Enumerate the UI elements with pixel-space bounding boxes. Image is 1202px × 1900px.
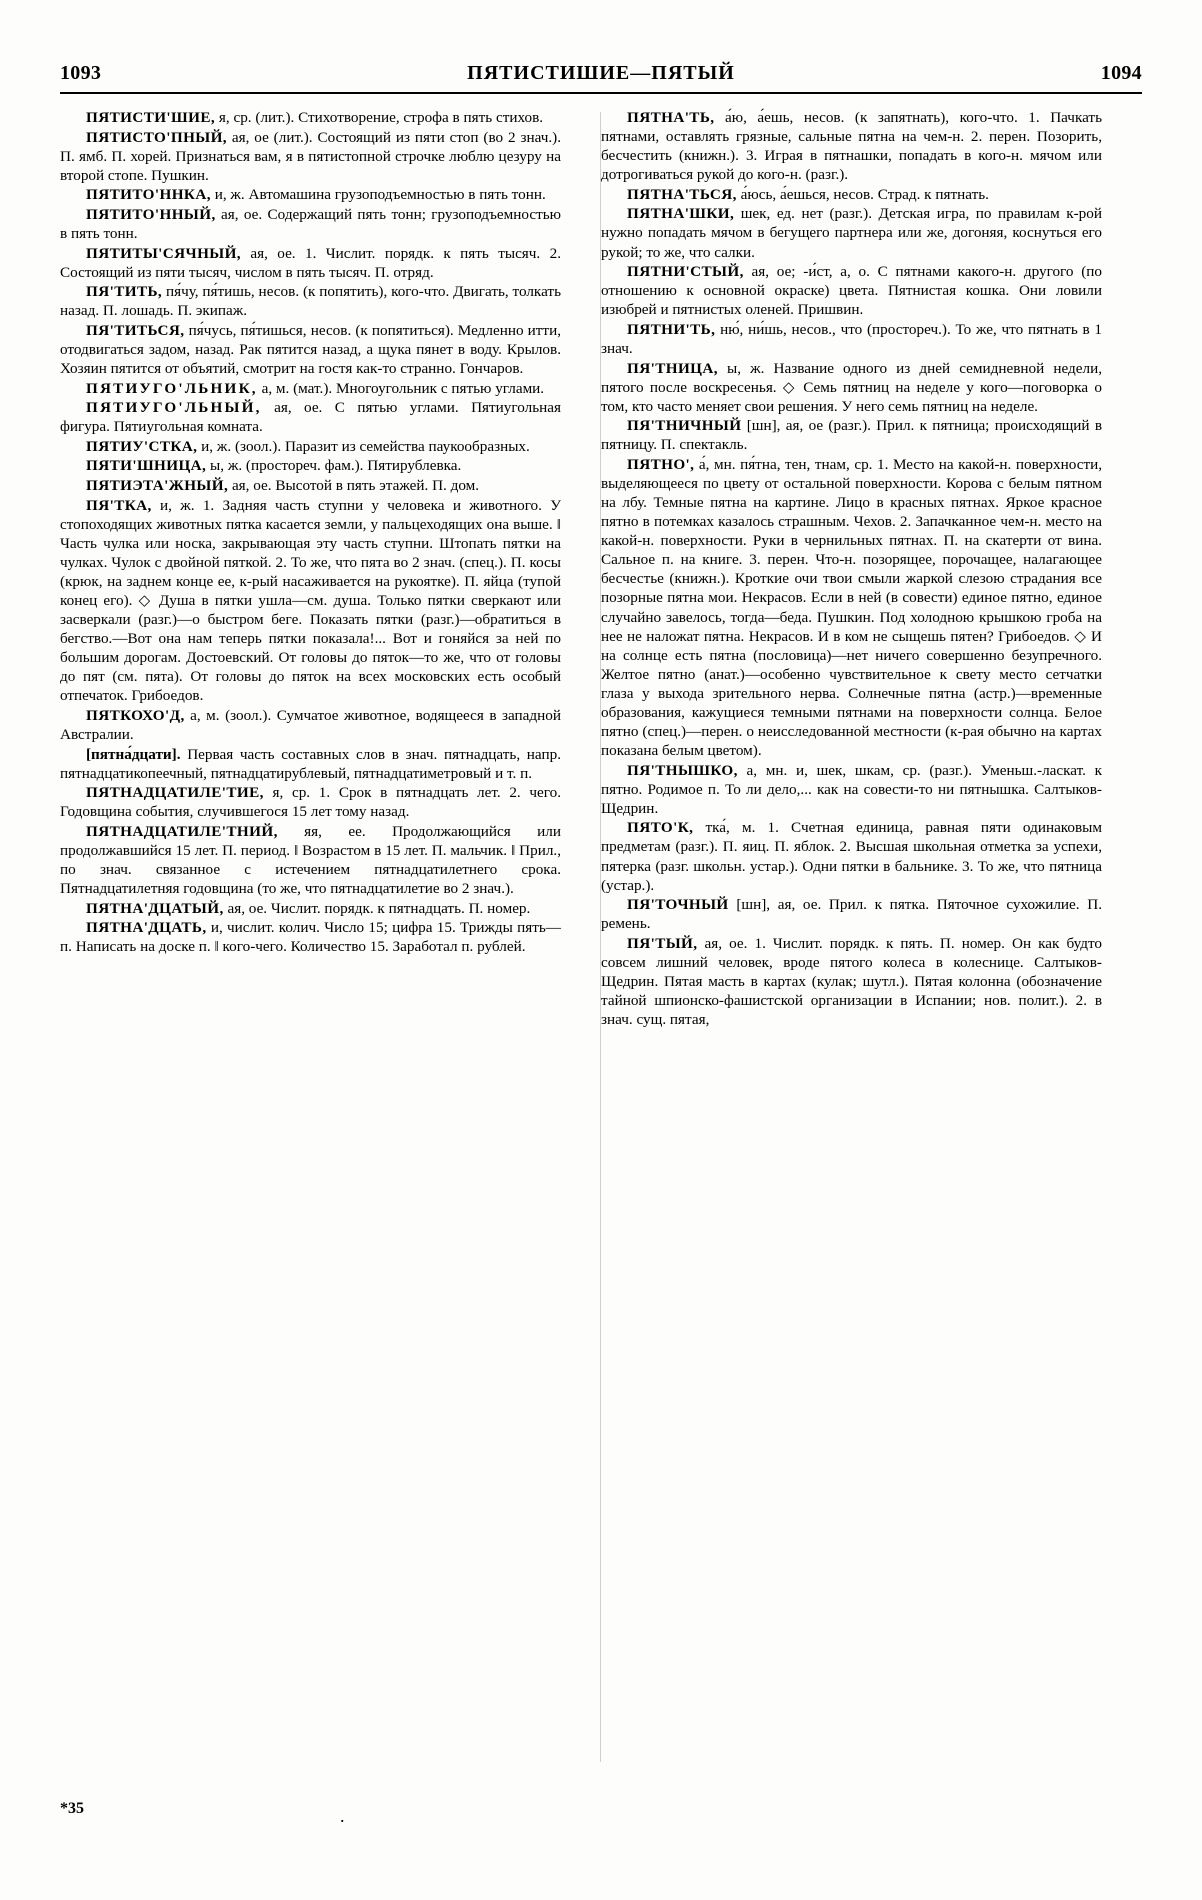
entry-headword: ПЯТИСТИ'ШИЕ, <box>86 109 216 126</box>
entry-body: ая, ое. Содержащий пять тонн; грузоподъемностью в пять тонн. <box>60 205 561 242</box>
entry-body: а, мн. и, шек, шкам, ср. (разг.). Уменьш.-ласкат. к пятно. Родимое п. То ли дело,... как на совести-то ни пятнышка. Салтыков-Щедрин. <box>601 761 1102 817</box>
dictionary-entry <box>601 108 1102 184</box>
dictionary-entry <box>60 822 561 898</box>
dictionary-entry <box>60 745 561 783</box>
entry-headword: ПЯ'ТНЫШКО, <box>627 761 738 779</box>
entry-body: [шн], ая, ое. Прил. к пятка. Пяточное сухожилие. П. ремень. <box>601 896 1102 933</box>
dictionary-entry <box>60 706 561 744</box>
entry-body: ню́, ни́шь, несов., что (простореч.). То же, что пятнать в 1 знач. <box>601 320 1102 357</box>
entry-headword: ПЯ'ТИТЬ, <box>86 283 163 301</box>
dictionary-entry <box>60 437 561 456</box>
dictionary-entry <box>601 761 1102 818</box>
dictionary-entry <box>60 456 561 475</box>
entry-body: я, ср. (лит.). Стихотворение, строфа в пять стихов. <box>215 109 544 126</box>
dictionary-entry <box>601 455 1102 760</box>
entry-headword: ПЯТНА'ТЬ, <box>627 109 715 126</box>
right-column <box>581 108 1102 1768</box>
entry-headword: ПЯТИУГО'ЛЬНЫЙ, <box>86 399 262 417</box>
dictionary-entry <box>601 185 1102 204</box>
entry-body: а́, мн. пя́тна, тен, тнам, ср. 1. Место на какой-н. поверхности, выделяющееся по цвету от остальной поверхности. Корова с белым пятном на лбу. Темные пятна на картине. Лицо в красных пятнах. Яркое красное пятно в потемках казалось страшным. Чехов. 2. Запачканное чем-н. место на какой-н. поверхности. Руки в чернильных пятнах. П. на скатерти от вина. Сальное п. на книге. 3. перен. Что-н. позорящее, порочащее, налагающее бесчестье (книжн.). Кроткие очи твои смыли жаркой слезою страдания все позорные пятна мои. Некрасов. Если в ней (в совести) единое пятно, единое случайно завелось, тогда—беда. Пушкин. Под холодною крышкою гроба на нее не наложат пятна. Некрасов. И в ком не сыщешь пятен? Грибоедов. ◇ И на солнце есть пятна (пословица)—нет ничего совершенно безупречного. Желтое пятно (анат.)—особенно чувствительное к свету место сетчатки глаза у выхода зрительного нерва. Солнечные пятна (астр.)—временные образования, кажущиеся темными пятнами на поверхности солнца. Белое пятно (спец.)—перен. о неисследованной местности (к-рая обычно на картах показана белым цветом). <box>601 455 1102 760</box>
dictionary-entry <box>60 783 561 821</box>
dictionary-entry <box>60 205 561 243</box>
entry-body: и, числит. колич. Число 15; цифра 15. Трижды пять—п. Написать на доске п. ‖ кого-чего. Количество 15. Заработал п. рублей. <box>60 919 561 956</box>
dictionary-entry <box>601 359 1102 416</box>
dictionary-entry <box>60 321 561 378</box>
dictionary-entry <box>60 244 561 282</box>
entry-headword: ПЯТНАДЦАТИЛЕ'ТНИЙ, <box>86 822 278 840</box>
dictionary-entry <box>601 818 1102 894</box>
entry-body: а́ю, а́ешь, несов. (к запятнать), кого-что. 1. Пачкать пятнами, оставлять грязные, сальные пятна на чем-н. 2. перен. Позорить, бесчестить (книжн.). 3. Играя в пятнашки, попадать в кого-н. мячом или дотрогиваться рукой до кого-н. (разг.). <box>601 109 1102 184</box>
entry-headword: ПЯТНО', <box>627 455 695 473</box>
entry-headword: ПЯТНАДЦАТИЛЕ'ТИЕ, <box>86 784 264 802</box>
entry-body: ая, ое. Числит. порядк. к пятнадцать. П. номер. <box>223 899 531 917</box>
entry-headword: ПЯ'ТИТЬСЯ, <box>86 321 185 339</box>
entry-headword: ПЯ'ТНИЧНЫЙ <box>627 417 742 435</box>
dictionary-entry <box>60 379 561 398</box>
dictionary-entry <box>60 899 561 918</box>
columns-container <box>60 108 1142 1768</box>
entry-body: ы, ж. (простореч. фам.). Пятирублевка. <box>206 457 462 475</box>
dictionary-entry <box>60 918 561 956</box>
folio-right: 1094 <box>1100 62 1142 84</box>
entry-headword: ПЯТИ'ШНИЦА, <box>86 457 207 475</box>
running-head: ПЯТИСТИШИЕ—ПЯТЫЙ <box>467 62 735 84</box>
dictionary-entry <box>601 895 1102 933</box>
entry-headword: ПЯТИТЫ'СЯЧНЫЙ, <box>86 244 242 262</box>
entry-headword: ПЯТИУГО'ЛЬНИК, <box>86 379 258 397</box>
entry-body: ы, ж. Название одного из дней семидневной недели, пятого после воскресенья. ◇ Семь пятниц на неделе у кого—поговорка о том, кто часто меняет свои решения. У него семь пятниц на неделе. <box>601 359 1102 415</box>
entry-headword: ПЯТИТО'ННЫЙ, <box>86 205 216 223</box>
left-column <box>60 108 581 1768</box>
entry-body: тка́, м. 1. Счетная единица, равная пяти одинаковым предметам (разг.). П. яиц. П. яблок. 2. Высшая школьная отметка за успехи, пятерка (разг. школьн. устар.). Одни пятки в бальнике. 3. То же, что пятница (устар.). <box>601 819 1102 894</box>
dictionary-entry <box>601 262 1102 319</box>
dictionary-entry <box>60 128 561 185</box>
entry-body: ая, ое. 1. Числит. порядк. к пять. П. номер. Он как будто совсем лишний человек, вроде пятого колеса в колеснице. Салтыков-Щедрин. Пятая масть в картах (кулак; шутл.). Пятая колонна (обозначение тайной шпионско-фашистской организации в Испании; нов. полит.). 2. в знач. сущ. пятая, <box>601 934 1102 1029</box>
dictionary-entry <box>601 204 1102 261</box>
entry-body: яя, ее. Продолжающийся или продолжавшийся 15 лет. П. период. ‖ Возрастом в 15 лет. П. мальчик. ‖ Прил., по знач. связанное с истечением пятнадцатилетнего срока. Пятнадцатилетняя годовщина (то же, что пятнадцатилетие во 2 знач.). <box>60 822 561 898</box>
entry-headword: ПЯТИТО'ННКА, <box>86 186 211 204</box>
entry-headword: ПЯТО'К, <box>627 819 694 837</box>
dictionary-entry <box>60 496 561 706</box>
entry-headword: ПЯТНА'ТЬСЯ, <box>627 185 737 203</box>
entry-headword: ПЯТНА'ДЦАТЫЙ, <box>86 899 224 917</box>
footer-dot: . <box>340 1806 345 1826</box>
dictionary-entry <box>601 934 1102 1029</box>
dictionary-entry <box>60 108 561 127</box>
entry-body: ая, ое. С пятью углами. Пятиугольная фигура. Пятиугольная комната. <box>60 399 561 436</box>
entry-headword: ПЯ'ТНИЦА, <box>627 359 718 377</box>
page-header <box>60 62 1142 92</box>
entry-body: ая, ое. Высотой в пять этажей. П. дом. <box>228 476 480 494</box>
dictionary-entry <box>60 282 561 320</box>
entry-headword: ПЯТНА'ДЦАТЬ, <box>86 919 207 937</box>
signature-mark: *35 <box>60 1800 84 1817</box>
dictionary-entry <box>60 398 561 436</box>
entry-body: ая, ое; -и́ст, а, о. С пятнами какого-н. другого (по отношению к основной окраске) цвета. Пятнистая кошка. Они ловили изюбрей и пятнистых оленей. Пришвин. <box>601 263 1102 319</box>
entry-headword: ПЯТКОХО'Д, <box>86 706 185 724</box>
entry-body: а, м. (мат.). Многоугольник с пятью углами. <box>257 379 545 397</box>
entry-body: шек, ед. нет (разг.). Детская игра, по правилам к-рой нужно попадать мячом в бегущего партнера или же, догоняя, коснуться его рукой; то же, что салки. <box>601 205 1102 261</box>
dictionary-entry <box>60 476 561 495</box>
entry-body: а́юсь, а́ешься, несов. Страд. к пятнать. <box>736 185 989 203</box>
entry-body: Первая часть составных слов в знач. пятнадцать, напр. пятнадцатикопеечный, пятнадцатирублевый, пятнадцатиметровый и т. п. <box>60 745 561 782</box>
entry-headword: ПЯ'ТЫЙ, <box>627 934 698 952</box>
header-rule <box>60 92 1142 94</box>
entry-headword: ПЯТНИ'ТЬ, <box>627 320 716 338</box>
entry-headword: ПЯТНИ'СТЫЙ, <box>627 263 744 281</box>
dictionary-entry <box>60 185 561 204</box>
entry-body: и, ж. (зоол.). Паразит из семейства паукообразных. <box>197 437 530 455</box>
entry-body: пя́чусь, пя́тишься, несов. (к попятиться). Медленно итти, отодвигаться задом, назад. Рак пятится назад, а щука пянет в воду. Крылов. Хозяин пятится от объятий, смотрит на гостя как-то странно. Гончаров. <box>60 321 561 378</box>
dictionary-entry <box>601 320 1102 358</box>
entry-body: ая, ое. 1. Числит. порядк. к пять тысяч. 2. Состоящий из пяти тысяч, числом в пять тысяч. П. отряд. <box>60 244 561 281</box>
folio-left: 1093 <box>60 62 102 84</box>
entry-headword: [пятна́дцати]. <box>86 745 181 763</box>
entry-headword: ПЯТИЭТА'ЖНЫЙ, <box>86 476 229 494</box>
entry-headword: ПЯ'ТОЧНЫЙ <box>627 896 729 914</box>
entry-body: пя́чу, пя́тишь, несов. (к попятить), кого-что. Двигать, толкать назад. П. лошадь. П. экипаж. <box>60 283 561 320</box>
dictionary-entry <box>601 416 1102 454</box>
entry-headword: ПЯ'ТКА, <box>86 496 152 514</box>
entry-body: а, м. (зоол.). Сумчатое животное, водящееся в западной Австралии. <box>60 706 561 743</box>
entry-body: [шн], ая, ое (разг.). Прил. к пятница; происходящий в пятницу. П. спектакль. <box>601 417 1102 454</box>
entry-body: я, ср. 1. Срок в пятнадцать лет. 2. чего. Годовщина события, случившегося 15 лет тому назад. <box>60 784 561 821</box>
entry-body: и, ж. 1. Задняя часть ступни у человека и животного. У стопоходящих животных пятка касается земли, у пальцеходящих она выше. ‖ Часть чулка или носка, закрывающая эту часть ступни. Штопать пятки на чулках. Чулок с двойной пяткой. 2. То же, что пята во 2 знач. (спец.). П. косы (крюк, на заднем конце ее, к-рый насаживается на рукоятке). П. яйца (тупой конец его). ◇ Душа в пятки ушла—см. душа. Только пятки сверкают или засверкали (разг.)—о быстром беге. Показать пятки (разг.)—обратиться в бегство.—Вот она нам теперь пятки показала!... Вот и гоняйся за ней по большим дорогам. Достоевский. От головы до пяток—то же, что от головы до пят (см. пята). От головы до пяток на всех московских есть особый отпечаток. Грибоедов. <box>60 496 561 705</box>
entry-headword: ПЯТНА'ШКИ, <box>627 205 735 223</box>
entry-body: ая, ое (лит.). Состоящий из пяти стоп (во 2 знач.). П. ямб. П. хорей. Признаться вам, я в пятистопной строчке люблю цезуру на второй стопе. Пушкин. <box>60 128 561 184</box>
entry-headword: ПЯТИСТО'ПНЫЙ, <box>86 128 228 146</box>
entry-body: и, ж. Автомашина грузоподъемностью в пять тонн. <box>210 186 546 204</box>
entry-headword: ПЯТИУ'СТКА, <box>86 437 198 455</box>
